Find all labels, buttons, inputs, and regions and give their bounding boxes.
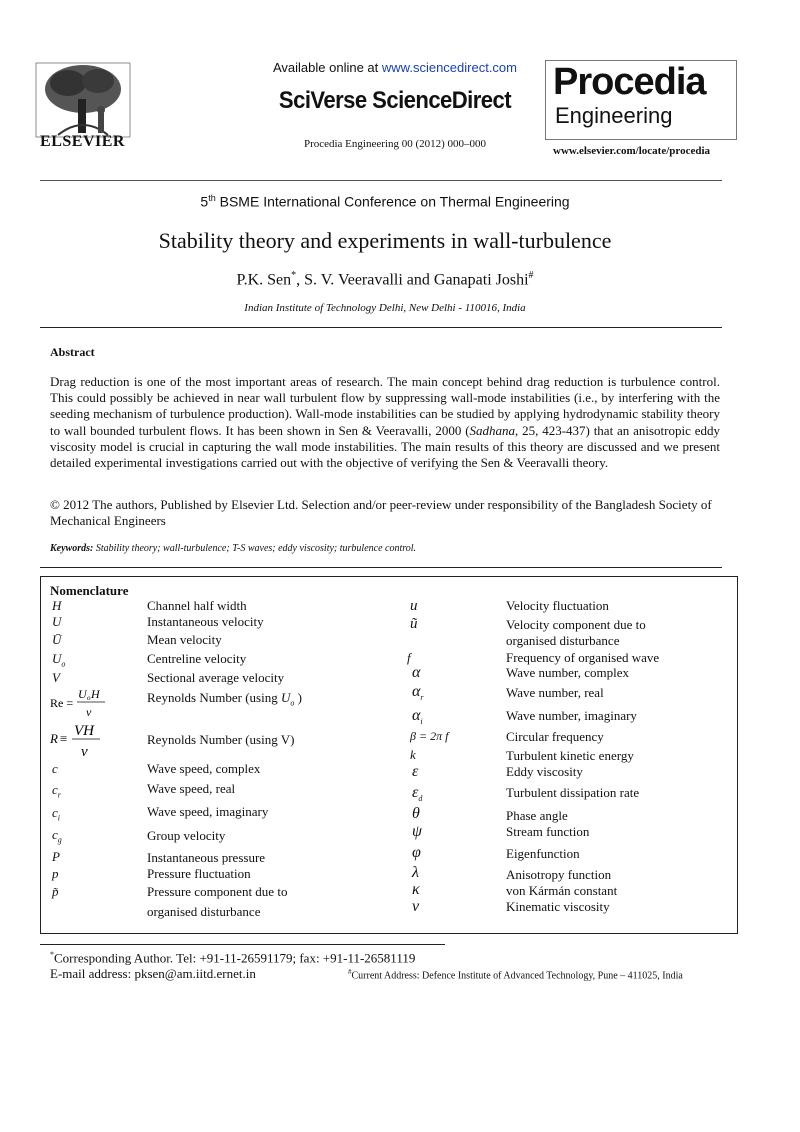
nom-desc: Mean velocity	[147, 632, 222, 647]
conference-name	[0, 193, 770, 210]
nom-desc: Channel half width	[147, 598, 247, 613]
nom-desc: Turbulent kinetic energy	[506, 748, 634, 763]
abstract-text-1: Drag reduction is one of the most important areas of research. The main concept behind drag reduction is turbulence control. This could possibly be achieved in near wall turbulent flow by suppressing wall-mode instabilities (i.e., by interfering with the seeding mechanism of turbulence production). Wall-mode instabilities can be studied by applying hydrodynamic stability theory to wall bounded turbulent flows. It has been shown in Sen & Veeravalli, 2000 (	[50, 374, 720, 438]
nom-symbol: $\varepsilon_d$	[412, 784, 423, 804]
keywords-label: Keywords:	[50, 543, 94, 554]
author-3-mark: #	[528, 270, 534, 281]
nom-desc: organised disturbance	[506, 633, 620, 648]
nom-desc: Velocity fluctuation	[506, 598, 609, 613]
reynolds-formula	[50, 686, 110, 720]
sciverse-logo: SciVerse ScienceDirect	[278, 87, 512, 114]
nom-desc: Wave number, imaginary	[506, 708, 637, 723]
authors	[0, 270, 770, 289]
footnote-mark: #	[348, 968, 352, 976]
procedia-url: www.elsevier.com/locate/procedia	[553, 145, 711, 157]
keywords-rule	[40, 567, 722, 568]
abstract-text-2: , 25, 423-437) that an anisotropic eddy viscosity model is crucial in capturing the wall mode instabilities. The main results of this theory are discussed and we present detailed experimental investigations carried out with the objective of verifying the Sen & Veeravalli theory.	[50, 422, 720, 471]
nom-symbol: κ	[412, 881, 420, 898]
nom-symbol: ũ	[410, 616, 418, 632]
keywords	[50, 543, 730, 554]
conference-number: 5	[200, 193, 209, 210]
reynolds-r-formula	[50, 722, 110, 760]
svg-text:R: R	[50, 731, 58, 746]
abstract-journal-name: Sadhana	[469, 422, 516, 438]
nom-desc: Sectional average velocity	[147, 670, 285, 685]
procedia-logo-subtitle: Engineering	[555, 103, 673, 128]
svg-text:o: o	[87, 694, 91, 702]
footnote-text: Current Address: Defence Institute of Advanced Technology, Pune – 411025, India	[351, 970, 683, 982]
nom-symbol: ν	[412, 898, 420, 915]
nom-symbol: $c_i$	[52, 805, 61, 823]
nom-desc: Instantaneous velocity	[147, 614, 264, 629]
nom-desc: Velocity component due to	[506, 617, 646, 632]
svg-text:H: H	[91, 687, 100, 701]
footnote-text: Corresponding Author. Tel: +91-11-26591179; fax: +91-11-26581119	[54, 950, 416, 966]
nom-symbol: ψ	[412, 823, 422, 840]
procedia-logo-title: Procedia	[553, 61, 706, 103]
nom-symbol: p	[52, 866, 59, 881]
nom-symbol: f	[407, 650, 411, 665]
author-1: P.K. Sen	[236, 271, 292, 289]
nom-symbol: p̃	[52, 884, 59, 899]
nom-desc: Turbulent dissipation rate	[506, 785, 640, 800]
nom-desc: Centreline velocity	[147, 651, 247, 666]
conference-rest: BSME International Conference on Thermal Engineering	[215, 193, 570, 210]
nom-desc: Pressure fluctuation	[147, 866, 251, 881]
nom-desc: von Kármán constant	[506, 883, 618, 898]
nom-symbol: H	[52, 598, 62, 613]
nom-symbol: u	[410, 598, 418, 614]
svg-text:≡: ≡	[60, 731, 68, 746]
affiliation: Indian Institute of Technology Delhi, New Delhi - 110016, India	[244, 302, 526, 314]
paper-title: Stability theory and experiments in wall-turbulence	[158, 228, 612, 253]
nom-desc: Anisotropy function	[506, 867, 612, 882]
keywords-text: Stability theory; wall-turbulence; T-S waves; eddy viscosity; turbulence control.	[93, 543, 417, 554]
nom-desc: Frequency of organised wave	[506, 650, 660, 665]
author-1-mark: *	[291, 270, 297, 281]
svg-text:Re =: Re =	[50, 696, 74, 710]
available-prefix: Available online at	[272, 60, 382, 75]
nom-symbol: α	[412, 664, 421, 681]
nom-desc: Kinematic viscosity	[506, 899, 610, 914]
nom-symbol: $c_g$	[52, 827, 62, 845]
nom-desc: Instantaneous pressure	[147, 850, 266, 865]
header-rule	[40, 180, 722, 181]
nom-desc: Wave number, real	[506, 685, 604, 700]
nom-symbol: U	[52, 614, 62, 629]
abstract-body	[50, 374, 720, 471]
nom-symbol: θ	[412, 805, 420, 822]
nom-desc: Group velocity	[147, 828, 226, 843]
sciencedirect-link[interactable]: www.sciencedirect.com	[381, 60, 517, 75]
abstract-heading: Abstract	[50, 345, 95, 359]
conference-ordinal: th	[208, 193, 216, 203]
footnote-mark: *	[50, 950, 54, 959]
svg-text:VH: VH	[74, 723, 94, 739]
nom-desc: Eddy viscosity	[506, 764, 583, 779]
nom-symbol: $\alpha_r$	[412, 683, 424, 703]
nom-desc: Reynolds Number (using V)	[147, 732, 295, 747]
svg-text:U: U	[78, 687, 87, 701]
nom-symbol: c	[52, 761, 58, 776]
nomenclature-heading: Nomenclature	[50, 583, 129, 598]
nom-desc: Wave number, complex	[506, 665, 629, 680]
nom-desc: Stream function	[506, 824, 590, 839]
svg-text:ν: ν	[81, 744, 88, 760]
nom-symbol: V	[52, 670, 60, 685]
journal-citation: Procedia Engineering 00 (2012) 000–000	[303, 138, 487, 150]
nom-symbol: P	[52, 849, 60, 864]
footnote-email: E-mail address: pksen@am.iitd.ernet.in	[50, 966, 256, 981]
nom-desc: Pressure component due to	[147, 884, 288, 899]
author-rest: , S. V. Veeravalli and Ganapati Joshi	[296, 271, 529, 289]
title-rule	[40, 327, 722, 328]
nom-symbol: k	[410, 747, 416, 762]
nom-desc: organised disturbance	[147, 904, 261, 919]
nom-symbol: Ū	[52, 632, 62, 647]
nom-symbol: φ	[412, 844, 421, 861]
nom-symbol: $\alpha_i$	[412, 707, 423, 727]
elsevier-wordmark: ELSEVIER	[40, 133, 125, 150]
nom-desc: Wave speed, imaginary	[147, 804, 269, 819]
nom-desc: Wave speed, complex	[147, 761, 261, 776]
nom-symbol: β = 2π f	[410, 729, 449, 743]
nom-symbol: ε	[412, 763, 419, 780]
footnote-corresponding	[50, 950, 415, 966]
footnote-current-address	[348, 968, 683, 981]
nom-desc: Reynolds Number (using $U_o$ )	[147, 690, 302, 708]
nom-desc: Phase angle	[506, 808, 568, 823]
nom-desc: Wave speed, real	[147, 781, 236, 796]
copyright-notice: © 2012 The authors, Published by Elsevier Ltd. Selection and/or peer-review under responsibility of the Bangladesh Society of Mechanical Engineers	[50, 497, 712, 529]
nom-desc: Circular frequency	[506, 729, 604, 744]
nom-symbol: λ	[412, 864, 419, 881]
footnote-rule	[40, 944, 445, 945]
nom-symbol: $U_o$	[52, 651, 66, 669]
nom-desc: Eigenfunction	[506, 846, 580, 861]
nom-symbol: $c_r$	[52, 782, 61, 800]
svg-text:ν: ν	[86, 705, 92, 719]
